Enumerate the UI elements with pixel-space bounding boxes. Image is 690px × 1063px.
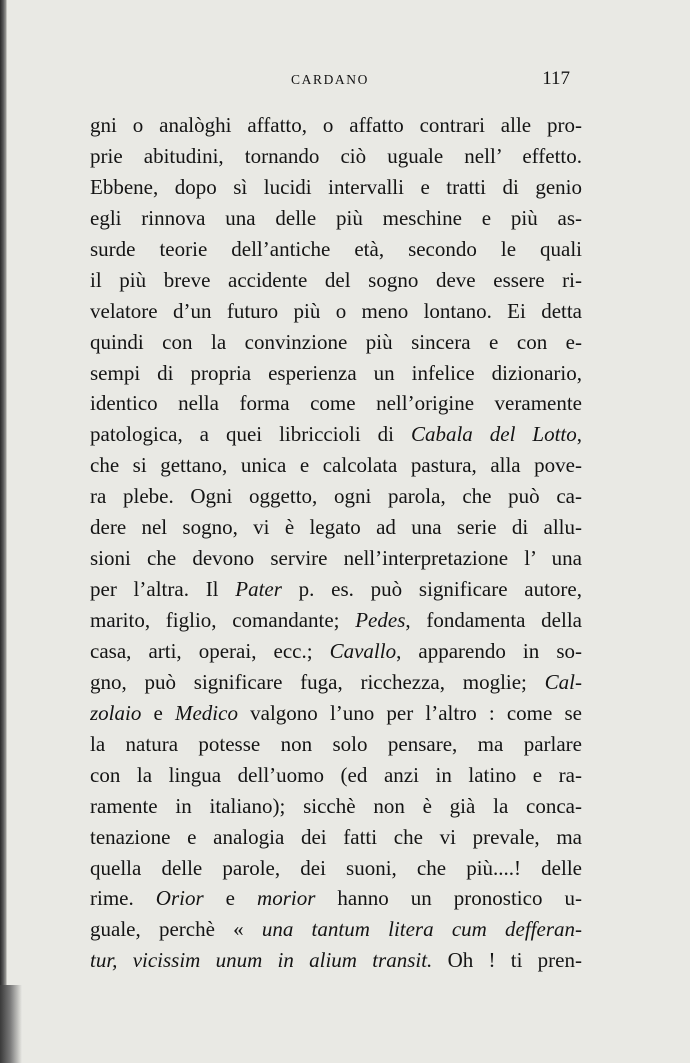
- italic-text: morior: [257, 886, 316, 911]
- text-line: [90, 605, 582, 636]
- text-line: [90, 729, 582, 760]
- text-line: [90, 110, 582, 141]
- text-run: ramente in italiano); sicchè non è già la conca-: [90, 793, 582, 818]
- body-text: [90, 110, 582, 976]
- text-line: [90, 574, 582, 605]
- text-run: e: [141, 700, 175, 725]
- text-run: ,: [576, 422, 582, 447]
- running-title: CARDANO: [291, 72, 369, 87]
- text-run: la natura potesse non solo pensare, ma parlare: [90, 731, 582, 756]
- text-line: [90, 791, 582, 822]
- text-run: Oh ! ti pren-: [432, 948, 582, 973]
- text-run: p. es. può significare autore,: [281, 577, 582, 602]
- text-run: surde teorie dell’antiche età, secondo le quali: [90, 236, 582, 261]
- italic-text: una tantum litera cum defferan-: [261, 917, 582, 942]
- text-run: ra plebe. Ogni oggetto, ogni parola, che può ca-: [90, 484, 582, 509]
- italic-text: tur, vicissim unum in alium transit.: [90, 948, 433, 973]
- italic-text: zolaio: [90, 700, 142, 725]
- text-run: egli rinnova una delle più meschine e più as-: [90, 205, 582, 230]
- text-line: [90, 853, 582, 884]
- text-line: [90, 141, 582, 172]
- text-line: [90, 203, 582, 234]
- text-run: prie abitudini, tornando ciò uguale nell’ effetto.: [90, 143, 582, 168]
- text-run: guale, perchè «: [90, 917, 262, 942]
- text-run: patologica, a quei libriccioli di: [90, 422, 411, 447]
- text-run: hanno un pronostico u-: [315, 886, 582, 911]
- text-run: quindi con la convinzione più sincera e con e-: [90, 329, 582, 354]
- italic-text: Cabala del Lotto: [410, 422, 577, 447]
- text-line: [90, 388, 582, 419]
- italic-text: Medico: [174, 700, 238, 725]
- text-line: [90, 327, 582, 358]
- text-run: valgono l’uno per l’altro : come se: [237, 700, 582, 725]
- text-line: [90, 543, 582, 574]
- text-line: [90, 760, 582, 791]
- text-line: [90, 481, 582, 512]
- text-run: sioni che devono servire nell’interpretazione l’ una: [90, 546, 582, 571]
- text-run: marito, figlio, comandante;: [90, 608, 356, 632]
- text-run: gno, può significare fuga, ricchezza, moglie;: [90, 669, 545, 694]
- text-line: [90, 234, 582, 265]
- text-line: [90, 265, 582, 296]
- italic-text: Pater: [235, 577, 282, 602]
- text-line: [90, 172, 582, 203]
- text-run: con la lingua dell’uomo (ed anzi in latino e ra-: [90, 762, 582, 787]
- italic-text: Cal-: [544, 669, 582, 694]
- italic-text: Pedes: [355, 608, 406, 632]
- text-run: dere nel sogno, vi è legato ad una serie di allu-: [90, 515, 582, 540]
- text-line: [90, 698, 582, 729]
- text-run: tenazione e analogia dei fatti che vi prevale, ma: [90, 824, 582, 849]
- italic-text: Orior: [155, 886, 204, 911]
- text-run: , apparendo in so-: [396, 638, 582, 663]
- text-line: [90, 512, 582, 543]
- text-line: [90, 296, 582, 327]
- text-line: [90, 883, 582, 914]
- text-run: casa, arti, operai, ecc.;: [90, 638, 330, 663]
- text-line: [90, 636, 582, 667]
- text-line: [90, 450, 582, 481]
- running-head: [90, 68, 570, 92]
- text-line: [90, 914, 582, 945]
- text-run: identico nella forma come nell’origine veramente: [90, 391, 582, 416]
- page-binding-edge: [0, 0, 7, 1063]
- text-line: [90, 358, 582, 389]
- text-line: [90, 822, 582, 853]
- text-run: quella delle parole, dei suoni, che più....! delle: [90, 855, 582, 880]
- text-run: Ebbene, dopo sì lucidi intervalli e tratti di genio: [90, 174, 582, 199]
- page-binding-shadow: [0, 985, 22, 1063]
- text-line: [90, 667, 582, 698]
- page-number: 117: [542, 68, 570, 89]
- text-run: rime.: [90, 886, 156, 911]
- italic-text: Cavallo: [329, 638, 397, 663]
- text-line: [90, 419, 582, 450]
- text-run: sempi di propria esperienza un infelice dizionario,: [90, 360, 582, 385]
- text-run: e: [203, 886, 258, 911]
- text-run: che si gettano, unica e calcolata pastura, alla pove-: [90, 453, 582, 478]
- text-line: [90, 945, 582, 976]
- text-run: per l’altra. Il: [90, 577, 236, 602]
- text-run: gni o analòghi affatto, o affatto contrari alle pro-: [90, 113, 582, 137]
- text-run: , fondamenta della: [405, 608, 582, 632]
- text-run: velatore d’un futuro più o meno lontano. Ei detta: [90, 298, 582, 323]
- text-run: il più breve accidente del sogno deve essere ri-: [90, 267, 582, 292]
